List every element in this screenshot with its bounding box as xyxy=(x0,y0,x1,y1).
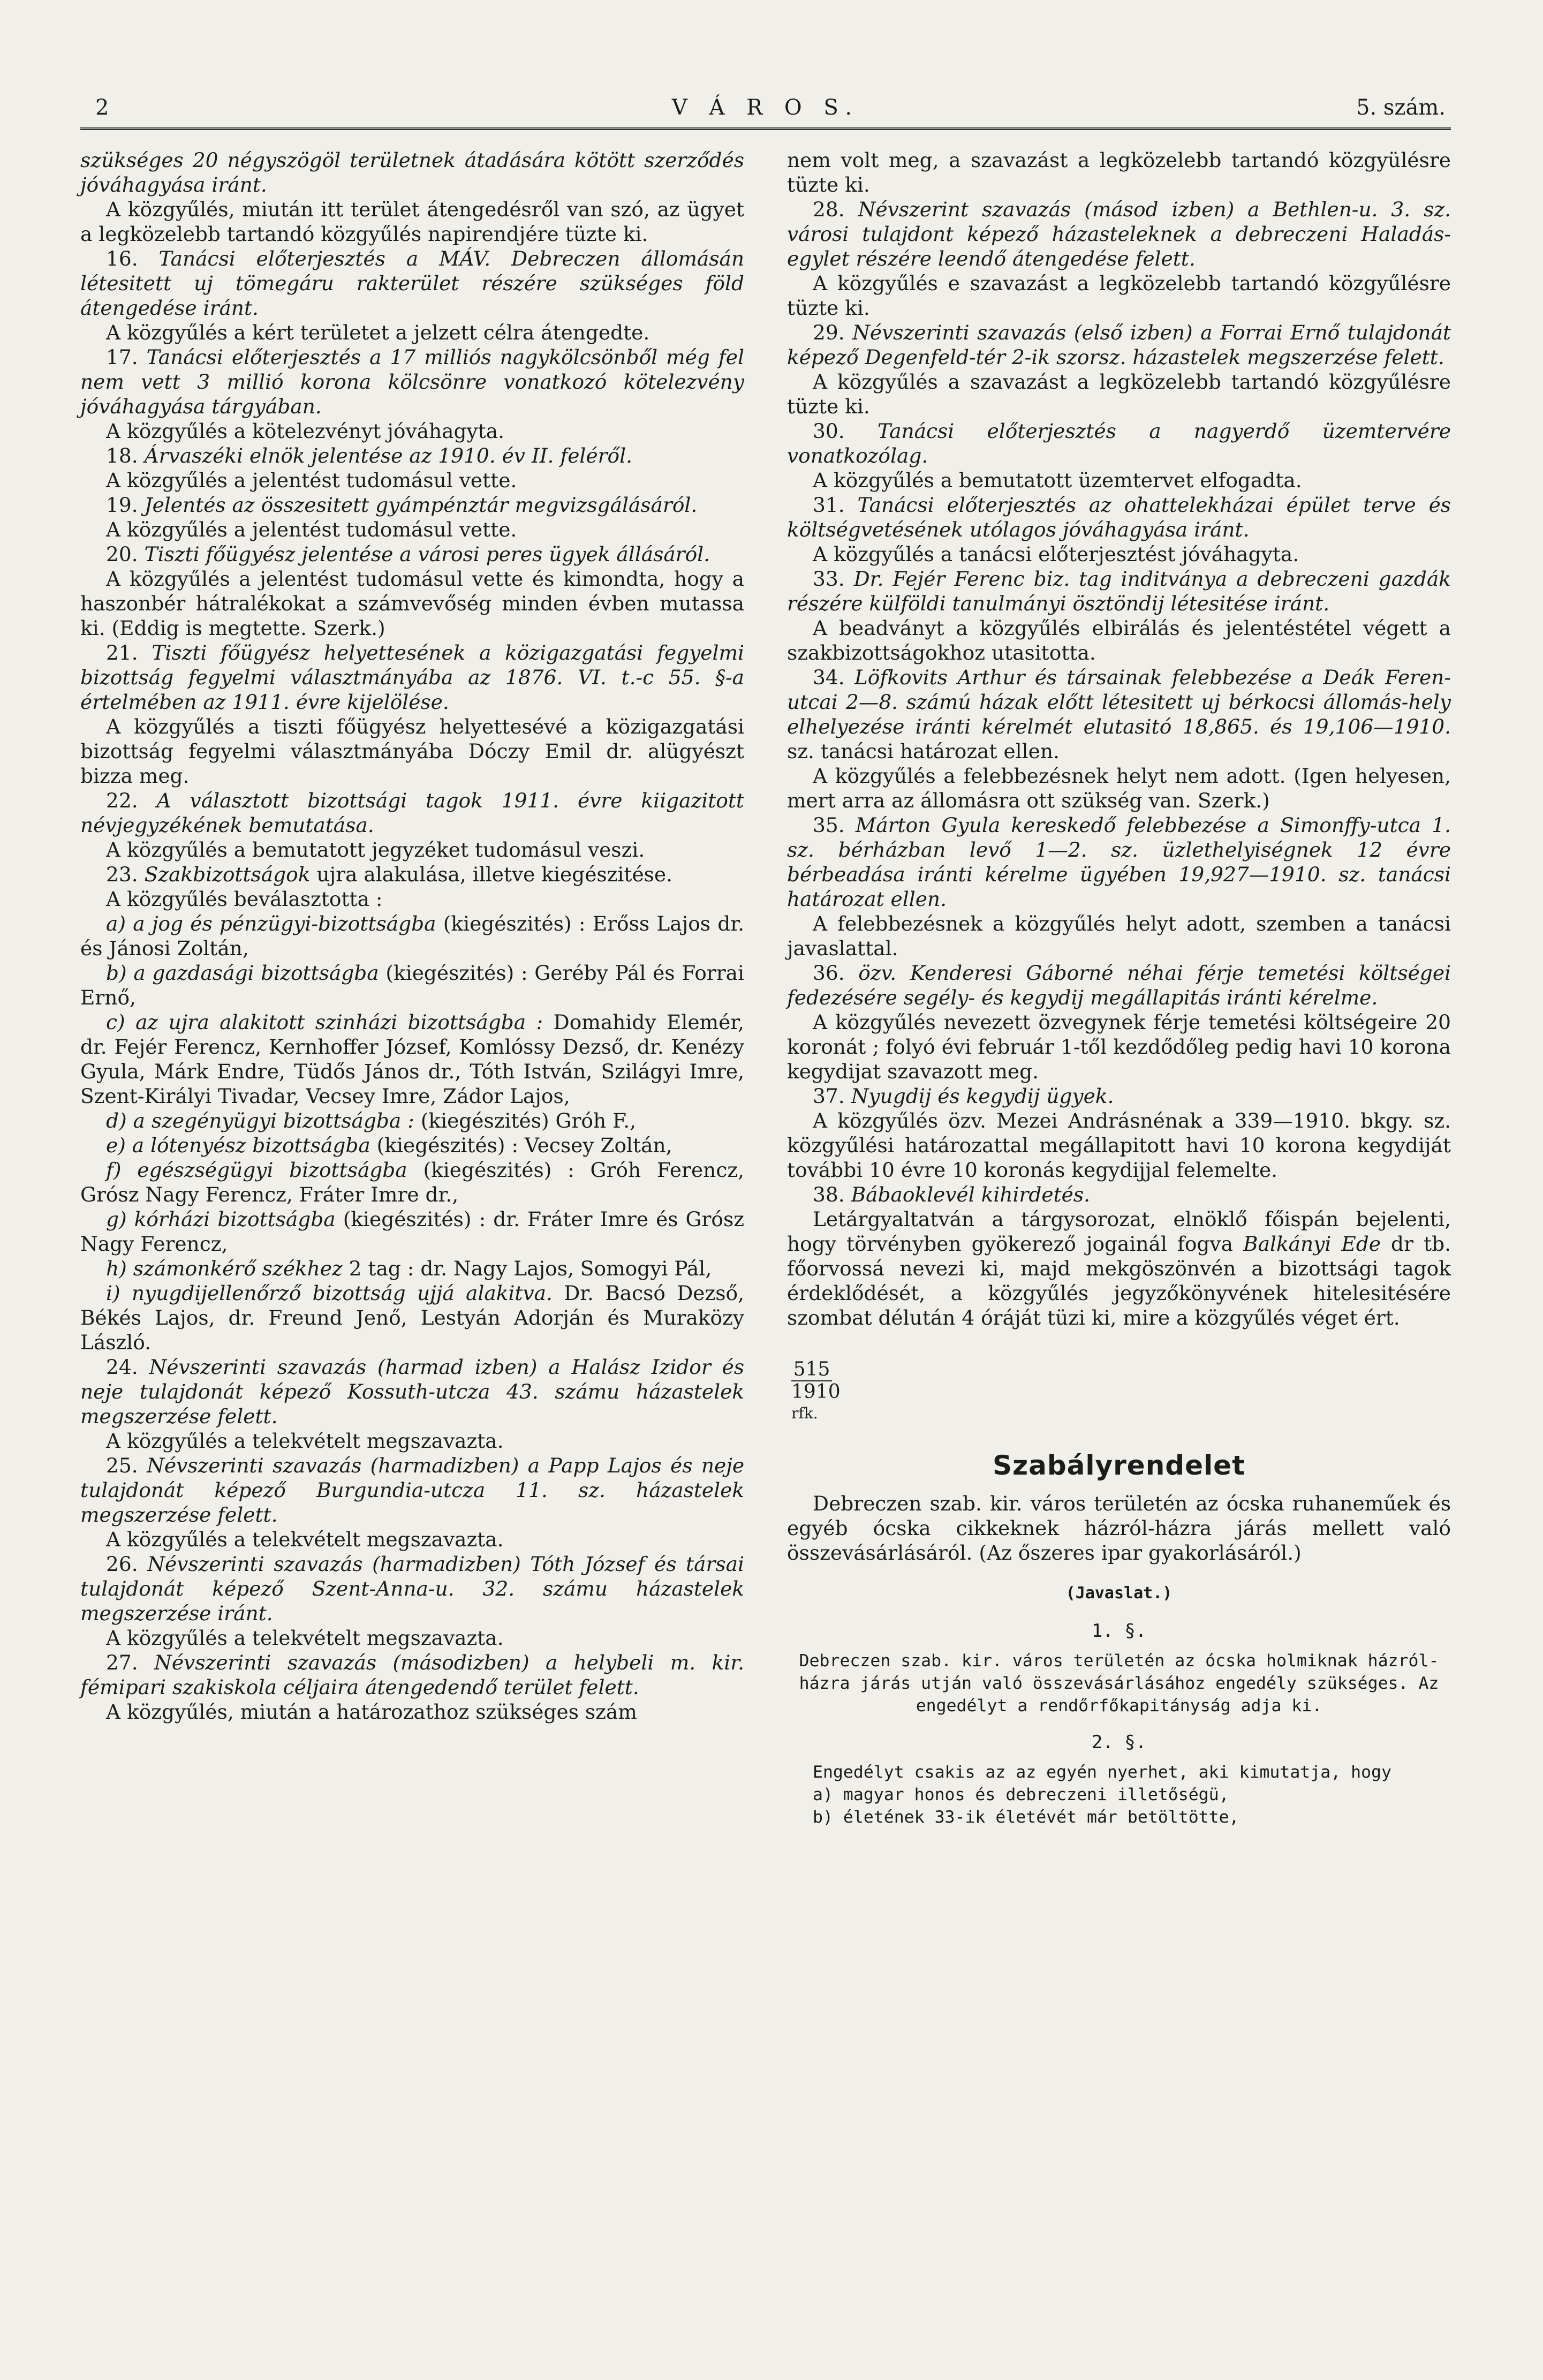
proposal-label: (Javaslat.) xyxy=(1065,1584,1173,1603)
paragraph: A felebbezésnek a közgyűlés helyt adott, szemben a tanácsi javaslattal. xyxy=(787,912,1451,960)
agenda-item-19: 19. Jelentés az összesitett gyámpénztár megvizsgálásáról. xyxy=(106,493,698,517)
committee-f: f) egészségügyi bizottságba (kiegészités) : Gróh Ferencz, Grósz Nagy Ferencz, Fráter Imre dr., xyxy=(80,1158,744,1206)
file-reference xyxy=(791,1359,856,1430)
committee-b: b) a gazdasági bizottságba (kiegészités) : Geréby Pál és Forrai Ernő, xyxy=(80,961,744,1009)
agenda-item-29: 29. Névszerinti szavazás (első izben) a Forrai Ernő tulajdonát képező Degenfeld-tér 2-ik szorsz. házastelek megszerzése felett. xyxy=(787,321,1451,369)
committee-i: i) nyugdijellenőrző bizottság ujjá alakitva. Dr. Bacsó Dezső, Békés Lajos, dr. Freund Jenő, Lestyán Adorján és Muraközy László. xyxy=(80,1281,744,1354)
committee-a: a) a jog és pénzügyi-bizottságba (kiegészités) : Erőss Lajos dr. és Jánosi Zoltán, xyxy=(80,912,745,960)
committee-c: c) az ujra alakitott szinházi bizottságba : Domahidy Elemér, dr. Fejér Ferencz, Kernhoffer József, Komlóssy Dezső, dr. Kenézy Gyula, Márk Endre, Tüdős János dr., Tóth István, Szilágyi Imre, Szent-Királyi Tivadar, Vecsey Imre, Zádor Lajos, xyxy=(80,1010,745,1108)
agenda-item-23: 23. Szakbizottságok ujra alakulása, illetve kiegészitése. xyxy=(106,863,673,886)
section-title: Szabályrendelet xyxy=(993,1450,1245,1481)
paragraph: A közgyűlés a szavazást a legközelebb tartandó közgyűlésre tüzte ki. xyxy=(787,370,1451,418)
paragraph: A közgyűlés a bemutatott üzemtervet elfogadta. xyxy=(813,469,1302,492)
agenda-item-34: 34. Löfkovits Arthur és társainak felebbezése a Deák Feren-utcai 2—8. számú házak előtt létesitett uj bérkocsi állomás-hely elhelyezése iránti kérelmét elutasitó 18,865. és 19,106—1910. sz. tanácsi határozat ellen. xyxy=(787,666,1451,763)
agenda-item-36: 36. özv. Kenderesi Gáborné néhai férje temetési költségei fedezésére segély- és kegydij megállapitás iránti kérelme. xyxy=(787,961,1451,1009)
paragraph: A közgyűlés beválasztotta : xyxy=(106,887,383,911)
paragraph: A közgyűlés a telekvételt megszavazta. xyxy=(106,1429,504,1453)
paragraph: A közgyűlés a telekvételt megszavazta. xyxy=(106,1626,504,1650)
agenda-item-24: 24. Névszerinti szavazás (harmad izben) a Halász Izidor és neje tulajdonát képező Kossuth-utcza 43. számu házastelek megszerzése felett. xyxy=(80,1355,744,1428)
regulation-intro: Debreczen szab. kir. város területén az ócska ruhaneműek és egyéb ócska cikkeknek házról-házra járás mellett való összevásárlásáról. (Az őszeres ipar gyakorlásáról.) xyxy=(787,1492,1451,1565)
paragraph: nem volt meg, a szavazást a legközelebb tartandó közgyülésre tüzte ki. xyxy=(787,148,1451,197)
paragraph: A közgyűlés nevezett özvegynek férje temetési költségeire 20 koronát ; folyó évi február 1-től kezdődőleg pedig havi 10 korona kegydijat szavazott meg. xyxy=(787,1010,1451,1083)
regulation-condition: a) magyar honos és debreczeni illetőségü, xyxy=(813,1785,1229,1804)
section-mark: 2. §. xyxy=(1091,1732,1147,1753)
paragraph: A beadványt a közgyűlés elbirálás és jelentéstétel végett a szakbizottságokhoz utasitotta. xyxy=(787,616,1451,664)
agenda-item-17: 17. Tanácsi előterjesztés a 17 milliós nagykölcsönből még fel nem vett 3 millió korona kölcsönre vonatkozó kötelezvény jóváhagyása tárgyában. xyxy=(80,345,744,418)
paragraph: A közgyűlés a felebbezésnek helyt nem adott. (Igen helyesen, mert arra az állomásra ott szükség van. Szerk.) xyxy=(787,764,1451,812)
paragraph: A közgyűlés, miután itt terület átengedésről van szó, az ügyet a legközelebb tartandó közgyűlés napirendjére tüzte ki. xyxy=(80,198,744,246)
agenda-item-35: 35. Márton Gyula kereskedő felebbezése a Simonffy-utca 1. sz. bérházban levő 1—2. sz. üzlethelyiségnek 12 évre bérbeadása iránti kérelme ügyében 19,927—1910. sz. tanácsi határozat ellen. xyxy=(787,813,1451,911)
left-column xyxy=(80,148,744,1724)
agenda-item-18: 18. Árvaszéki elnök jelentése az 1910. év II. feléről. xyxy=(106,444,633,467)
paragraph: A közgyűlés, miután a határozathoz szükséges szám xyxy=(106,1700,637,1724)
paragraph: A közgyűlés a kötelezvényt jóváhagyta. xyxy=(106,419,505,443)
agenda-item-25: 25. Névszerinti szavazás (harmadizben) a Papp Lajos és neje tulajdonát képező Burgundia-utcza 11. sz. házastelek megszerzése felett. xyxy=(80,1454,745,1527)
agenda-item-33: 33. Dr. Fejér Ferenc biz. tag inditványa a debreczeni gazdák részére külföldi tanulmányi ösztöndij létesitése iránt. xyxy=(787,567,1451,615)
paragraph: A közgyűlés a jelentést tudomásul vette. xyxy=(106,518,517,541)
paragraph: A közgyűlés a tiszti főügyész helyettesévé a közigazgatási bizottság fegyelmi választmányába Dóczy Emil dr. alügyészt bizza meg. xyxy=(80,715,744,788)
reference-suffix: rfk. xyxy=(791,1404,818,1422)
agenda-item-38: 38. Bábaoklevél kihirdetés. xyxy=(813,1183,1091,1206)
committee-e: e) a lótenyész bizottságba (kiegészités) : Vecsey Zoltán, xyxy=(106,1134,672,1157)
agenda-item-30: 30. Tanácsi előterjesztés a nagyerdő üzemtervére vonatkozólag. xyxy=(787,419,1451,467)
agenda-item-16: 16. Tanácsi előterjesztés a MÁV. Debreczen állomásán létesitett uj tömegáru rakterület részére szükséges föld átengedése iránt. xyxy=(80,247,745,320)
paragraph: A közgyűlés a jelentést tudomásul vette. xyxy=(106,469,517,492)
committee-g: g) kórházi bizottságba (kiegészités) : dr. Fráter Imre és Grósz Nagy Ferencz, xyxy=(80,1207,745,1256)
agenda-item-28: 28. Névszerint szavazás (másod izben) a Bethlen-u. 3. sz. városi tulajdont képező házasteleknek a debreczeni Haladás-egylet részére leendő átengedése felett. xyxy=(787,198,1451,270)
agenda-item-22: 22. A választott bizottsági tagok 1911. évre kiigazitott névjegyzékének bemutatása. xyxy=(80,789,744,837)
paragraph: A közgyűlés a jelentést tudomásul vette és kimondta, hogy a haszonbér hátralékokat a számvevőség minden évben mutassa ki. (Eddig is megtette. Szerk.) xyxy=(80,567,744,640)
regulation-text: Debreczen szab. kir. város területén az ócska holmiknak házról-házra járás utján való összevásárlásához engedély szükséges. Az engedélyt a rendőrfőkapitányság adja ki. xyxy=(799,1651,1439,1716)
committee-h: h) számonkérő székhez 2 tag : dr. Nagy Lajos, Somogyi Pál, xyxy=(106,1257,712,1280)
agenda-item-31: 31. Tanácsi előterjesztés az ohattelekházai épület terve és költségvetésének utólagos jóváhagyása iránt. xyxy=(787,493,1451,541)
reference-year: 1910 xyxy=(791,1381,841,1403)
regulation-condition: b) életének 33-ik életévét már betöltötte, xyxy=(813,1808,1239,1827)
committee-d: d) a szegényügyi bizottságba : (kiegészités) Gróh F., xyxy=(106,1109,637,1132)
regulation-text: Engedélyt csakis az az egyén nyerhet, aki kimutatja, hogy xyxy=(813,1763,1391,1782)
paragraph: A közgyűlés a telekvételt megszavazta. xyxy=(106,1528,504,1551)
agenda-item-27: 27. Névszerinti szavazás (másodizben) a helybeli m. kir. fémipari szakiskola céljaira átengedendő terület felett. xyxy=(80,1651,744,1699)
page-header xyxy=(80,90,1451,133)
agenda-item-20: 20. Tiszti főügyész jelentése a városi peres ügyek állásáról. xyxy=(106,542,710,566)
paragraph: A közgyűlés a tanácsi előterjesztést jóváhagyta. xyxy=(813,542,1299,566)
agenda-item-21: 21. Tiszti főügyész helyettesének a közigazgatási fegyelmi bizottság fegyelmi választmányába az 1876. VI. t.-c 55. §-a értelmében az 1911. évre kijelölése. xyxy=(80,641,744,714)
running-title: V Á R O S. xyxy=(671,95,860,120)
page-number: 2 xyxy=(95,95,109,120)
closing-paragraph: Letárgyaltatván a tárgysorozat, elnöklő főispán bejelenti, hogy törvényben gyökerező jogainál fogva Balkányi Ede dr tb. főorvossá nevezi ki, majd mekgöszönvén a bizottsági tagok érdeklődését, a közgyűlés jegyzőkönyvének hitelesitésére szombat délután 4 óráját tüzi ki, mire a közgyűlés véget ért. xyxy=(787,1207,1451,1329)
paragraph: A közgyűlés a kért területet a jelzett célra átengedte. xyxy=(106,321,650,344)
paragraph: A közgyűlés e szavazást a legközelebb tartandó közgyűlésre tüzte ki. xyxy=(787,271,1451,320)
agenda-item-37: 37. Nyugdij és kegydij ügyek. xyxy=(813,1084,1114,1108)
reference-number: 515 xyxy=(793,1358,830,1380)
header-rule xyxy=(80,127,1451,130)
section-mark: 1. §. xyxy=(1091,1620,1147,1642)
paragraph: A közgyűlés özv. Mezei Andrásnénak a 339—1910. bkgy. sz. közgyűlési határozattal megállapitott havi 10 korona kegydiját további 10 évre 10 koronás kegydijjal felemelte. xyxy=(787,1109,1451,1182)
agenda-item-26: 26. Névszerinti szavazás (harmadizben) Tóth József és társai tulajdonát képező Szent-Anna-u. 32. számu házastelek megszerzése iránt. xyxy=(80,1552,745,1625)
paragraph: A közgyűlés a bemutatott jegyzéket tudomásul veszi. xyxy=(106,838,645,862)
issue-number: 5. szám. xyxy=(1356,95,1446,120)
right-column xyxy=(787,148,1451,1829)
paragraph: szükséges 20 négyszögöl területnek átadására kötött szerződés jóváhagyása iránt. xyxy=(80,148,744,197)
